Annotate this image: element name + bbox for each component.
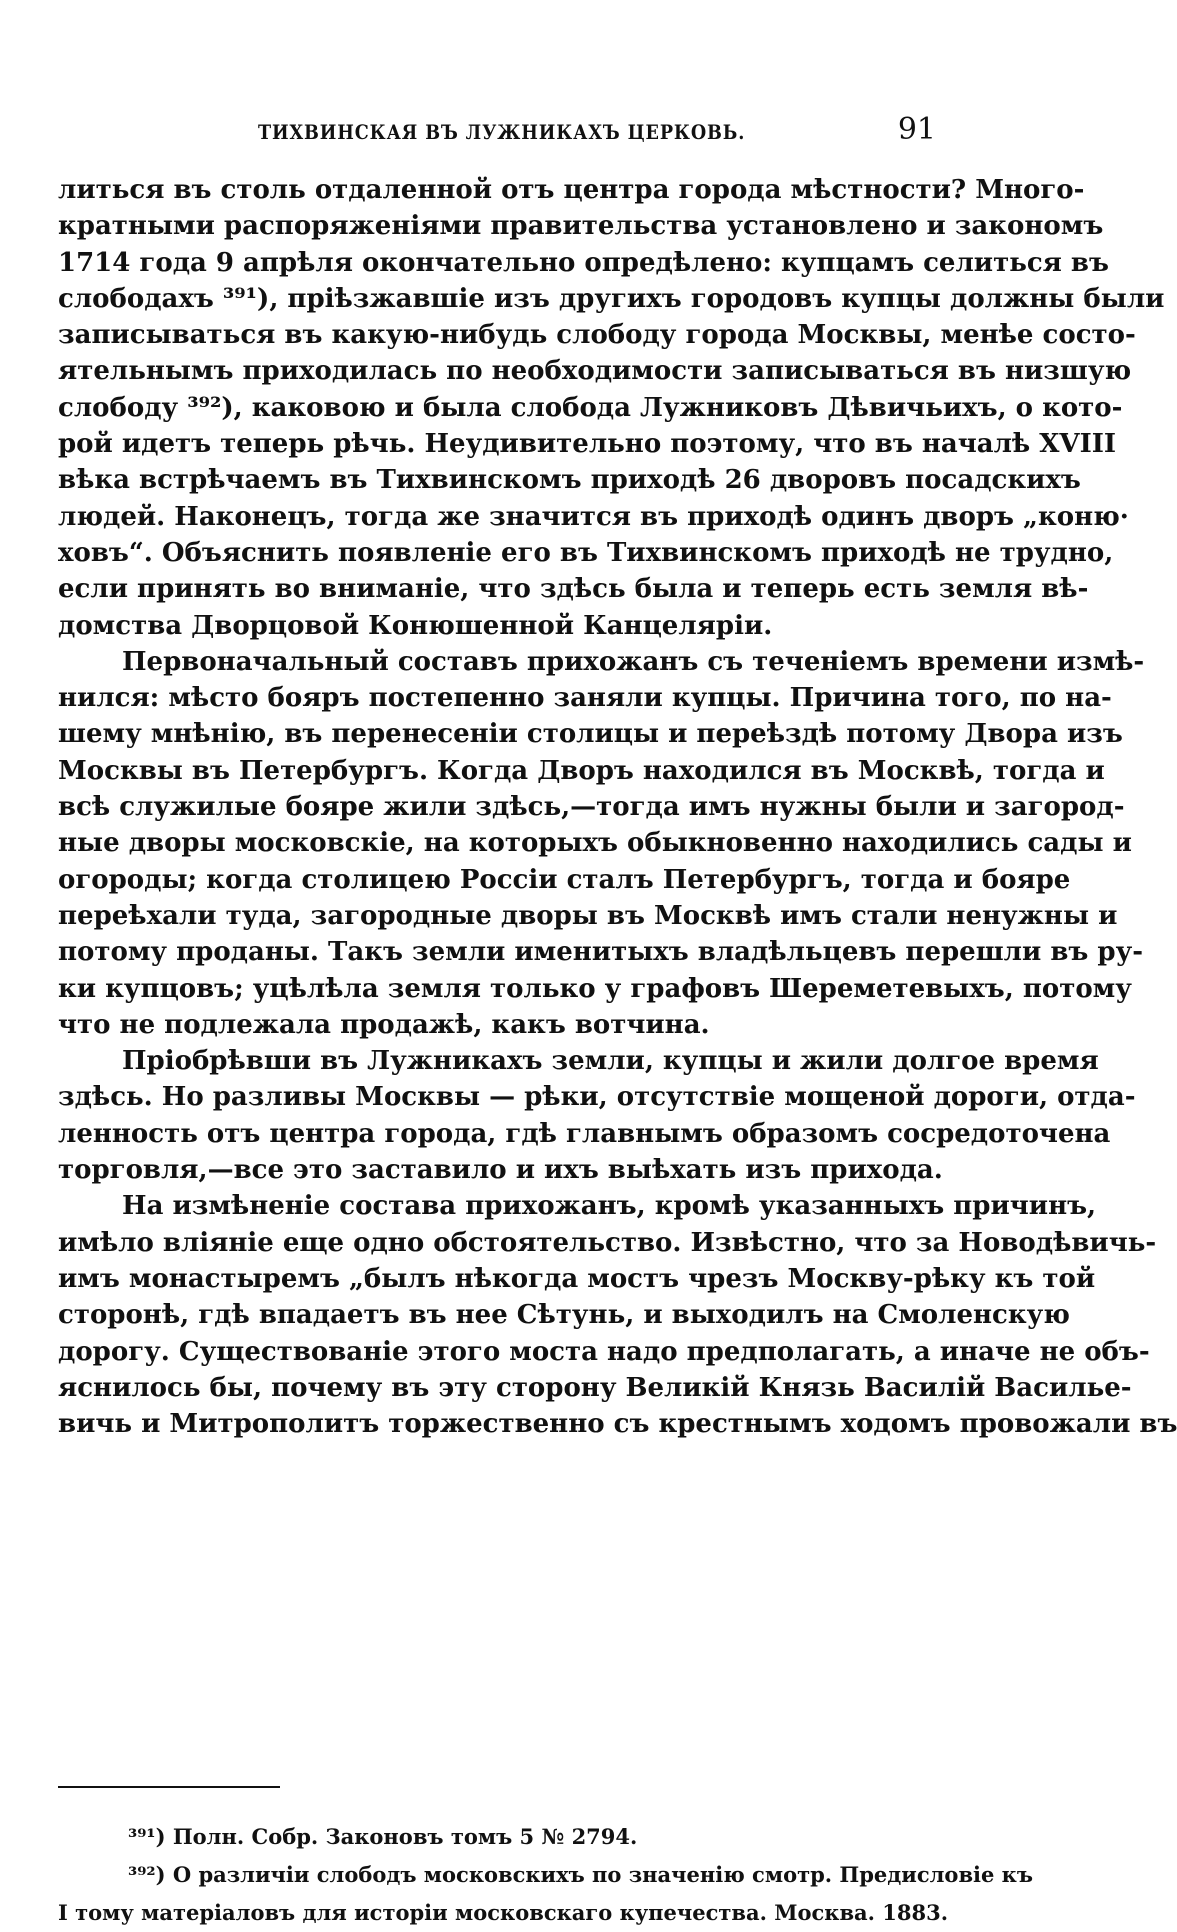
text-line: литься въ столь отдаленной отъ центра города мѣстности? Много-: [58, 175, 1085, 205]
text-line: слободу ³⁹²), каковою и была слобода Лужниковъ Дѣвичьихъ, о кото-: [58, 392, 1123, 423]
text-line: рой идетъ теперь рѣчь. Неудивительно поэтому, что въ началѣ XVIII: [58, 429, 1117, 460]
text-line: людей. Наконецъ, тогда же значится въ приходѣ одинъ дворъ „коню·: [58, 501, 1129, 532]
text-line: переѣхали туда, загородные дворы въ Москвѣ имъ стали ненужны и: [58, 900, 1118, 931]
text-line: слободахъ ³⁹¹), пріѣзжавшіе изъ другихъ городовъ купцы должны были: [58, 283, 1165, 314]
footnote-392: ³⁹²) О различіи слободъ московскихъ по значенію смотр. Предисловіе къ: [128, 1862, 1033, 1887]
text-line: всѣ служилые бояре жили здѣсь,—тогда имъ нужны были и загород-: [58, 792, 1125, 823]
text-line: нился: мѣсто бояръ постепенно заняли купцы. Причина того, по на-: [58, 683, 1112, 714]
footnote-392-continuation: I тому матеріаловъ для исторіи московскаго купечества. Москва. 1883.: [58, 1900, 949, 1925]
footnotes: [58, 1818, 1033, 1932]
text-line: если принять во вниманіе, что здѣсь была и теперь есть земля вѣ-: [58, 574, 1089, 605]
text-line: яснилось бы, почему въ эту сторону Великій Князь Василій Василье-: [58, 1372, 1132, 1403]
text-line: ятельнымъ приходилась по необходимости записываться въ низшую: [58, 356, 1132, 387]
text-line: Москвы въ Петербургъ. Когда Дворъ находился въ Москвѣ, тогда и: [58, 755, 1105, 786]
text-line: вичь и Митрополитъ торжественно съ крестнымъ ходомъ провожали въ: [58, 1409, 1177, 1440]
running-title: ТИХВИНСКАЯ ВЪ ЛУЖНИКАХЪ ЦЕРКОВЬ.: [258, 120, 746, 144]
text-line: 1714 года 9 апрѣля окончательно опредѣлено: купцамъ селиться въ: [58, 247, 1109, 278]
text-line: кратными распоряженіями правительства установлено и закономъ: [58, 211, 1104, 242]
text-line: огороды; когда столицею Россіи сталъ Петербургъ, тогда и бояре: [58, 864, 1071, 895]
text-line: Пріобрѣвши въ Лужникахъ земли, купцы и жили долгое время: [122, 1046, 1099, 1077]
text-line: ные дворы московскіе, на которыхъ обыкновенно находились сады и: [58, 828, 1132, 859]
text-line: сторонѣ, гдѣ впадаетъ въ нее Сѣтунь, и выходилъ на Смоленскую: [58, 1300, 1070, 1331]
page-number: 91: [897, 112, 936, 147]
text-line: ки купцовъ; уцѣлѣла земля только у графовъ Шереметевыхъ, потому: [58, 973, 1132, 1004]
text-line: Первоначальный составъ прихожанъ съ теченіемъ времени измѣ-: [122, 646, 1145, 677]
text-line: На измѣненіе состава прихожанъ, кромѣ указанныхъ причинъ,: [122, 1191, 1097, 1222]
footnote-divider: [58, 1786, 280, 1788]
text-line: что не подлежала продажѣ, какъ вотчина.: [58, 1009, 710, 1040]
text-line: шему мнѣнію, въ перенесеніи столицы и переѣздѣ потому Двора изъ: [58, 719, 1123, 750]
text-line: торговля,—все это заставило и ихъ выѣхать изъ прихода.: [58, 1155, 943, 1186]
text-line: ленность отъ центра города, гдѣ главнымъ образомъ сосредоточена: [58, 1118, 1111, 1149]
footnote-391: ³⁹¹) Полн. Собр. Законовъ томъ 5 № 2794.: [128, 1824, 638, 1849]
body-text: [58, 172, 1177, 1442]
text-line: потому проданы. Такъ земли именитыхъ владѣльцевъ перешли въ ру-: [58, 937, 1144, 968]
text-line: здѣсь. Но разливы Москвы — рѣки, отсутствіе мощеной дороги, отда-: [58, 1082, 1136, 1113]
text-line: имѣло вліяніе еще одно обстоятельство. Извѣстно, что за Новодѣвичь-: [58, 1227, 1157, 1258]
text-line: домства Дворцовой Конюшенной Канцеляріи.: [58, 610, 773, 641]
text-line: ховъ“. Объяснить появленіе его въ Тихвинскомъ приходѣ не трудно,: [58, 537, 1114, 568]
text-line: имъ монастыремъ „былъ нѣкогда мостъ чрезъ Москву-рѣку къ той: [58, 1263, 1096, 1294]
text-line: вѣка встрѣчаемъ въ Тихвинскомъ приходѣ 26 дворовъ посадскихъ: [58, 465, 1081, 496]
text-line: записываться въ какую-нибудь слободу города Москвы, менѣе состо-: [58, 320, 1136, 351]
text-line: дорогу. Существованіе этого моста надо предполагать, а иначе не объ-: [58, 1336, 1150, 1367]
page-header: [58, 112, 936, 152]
